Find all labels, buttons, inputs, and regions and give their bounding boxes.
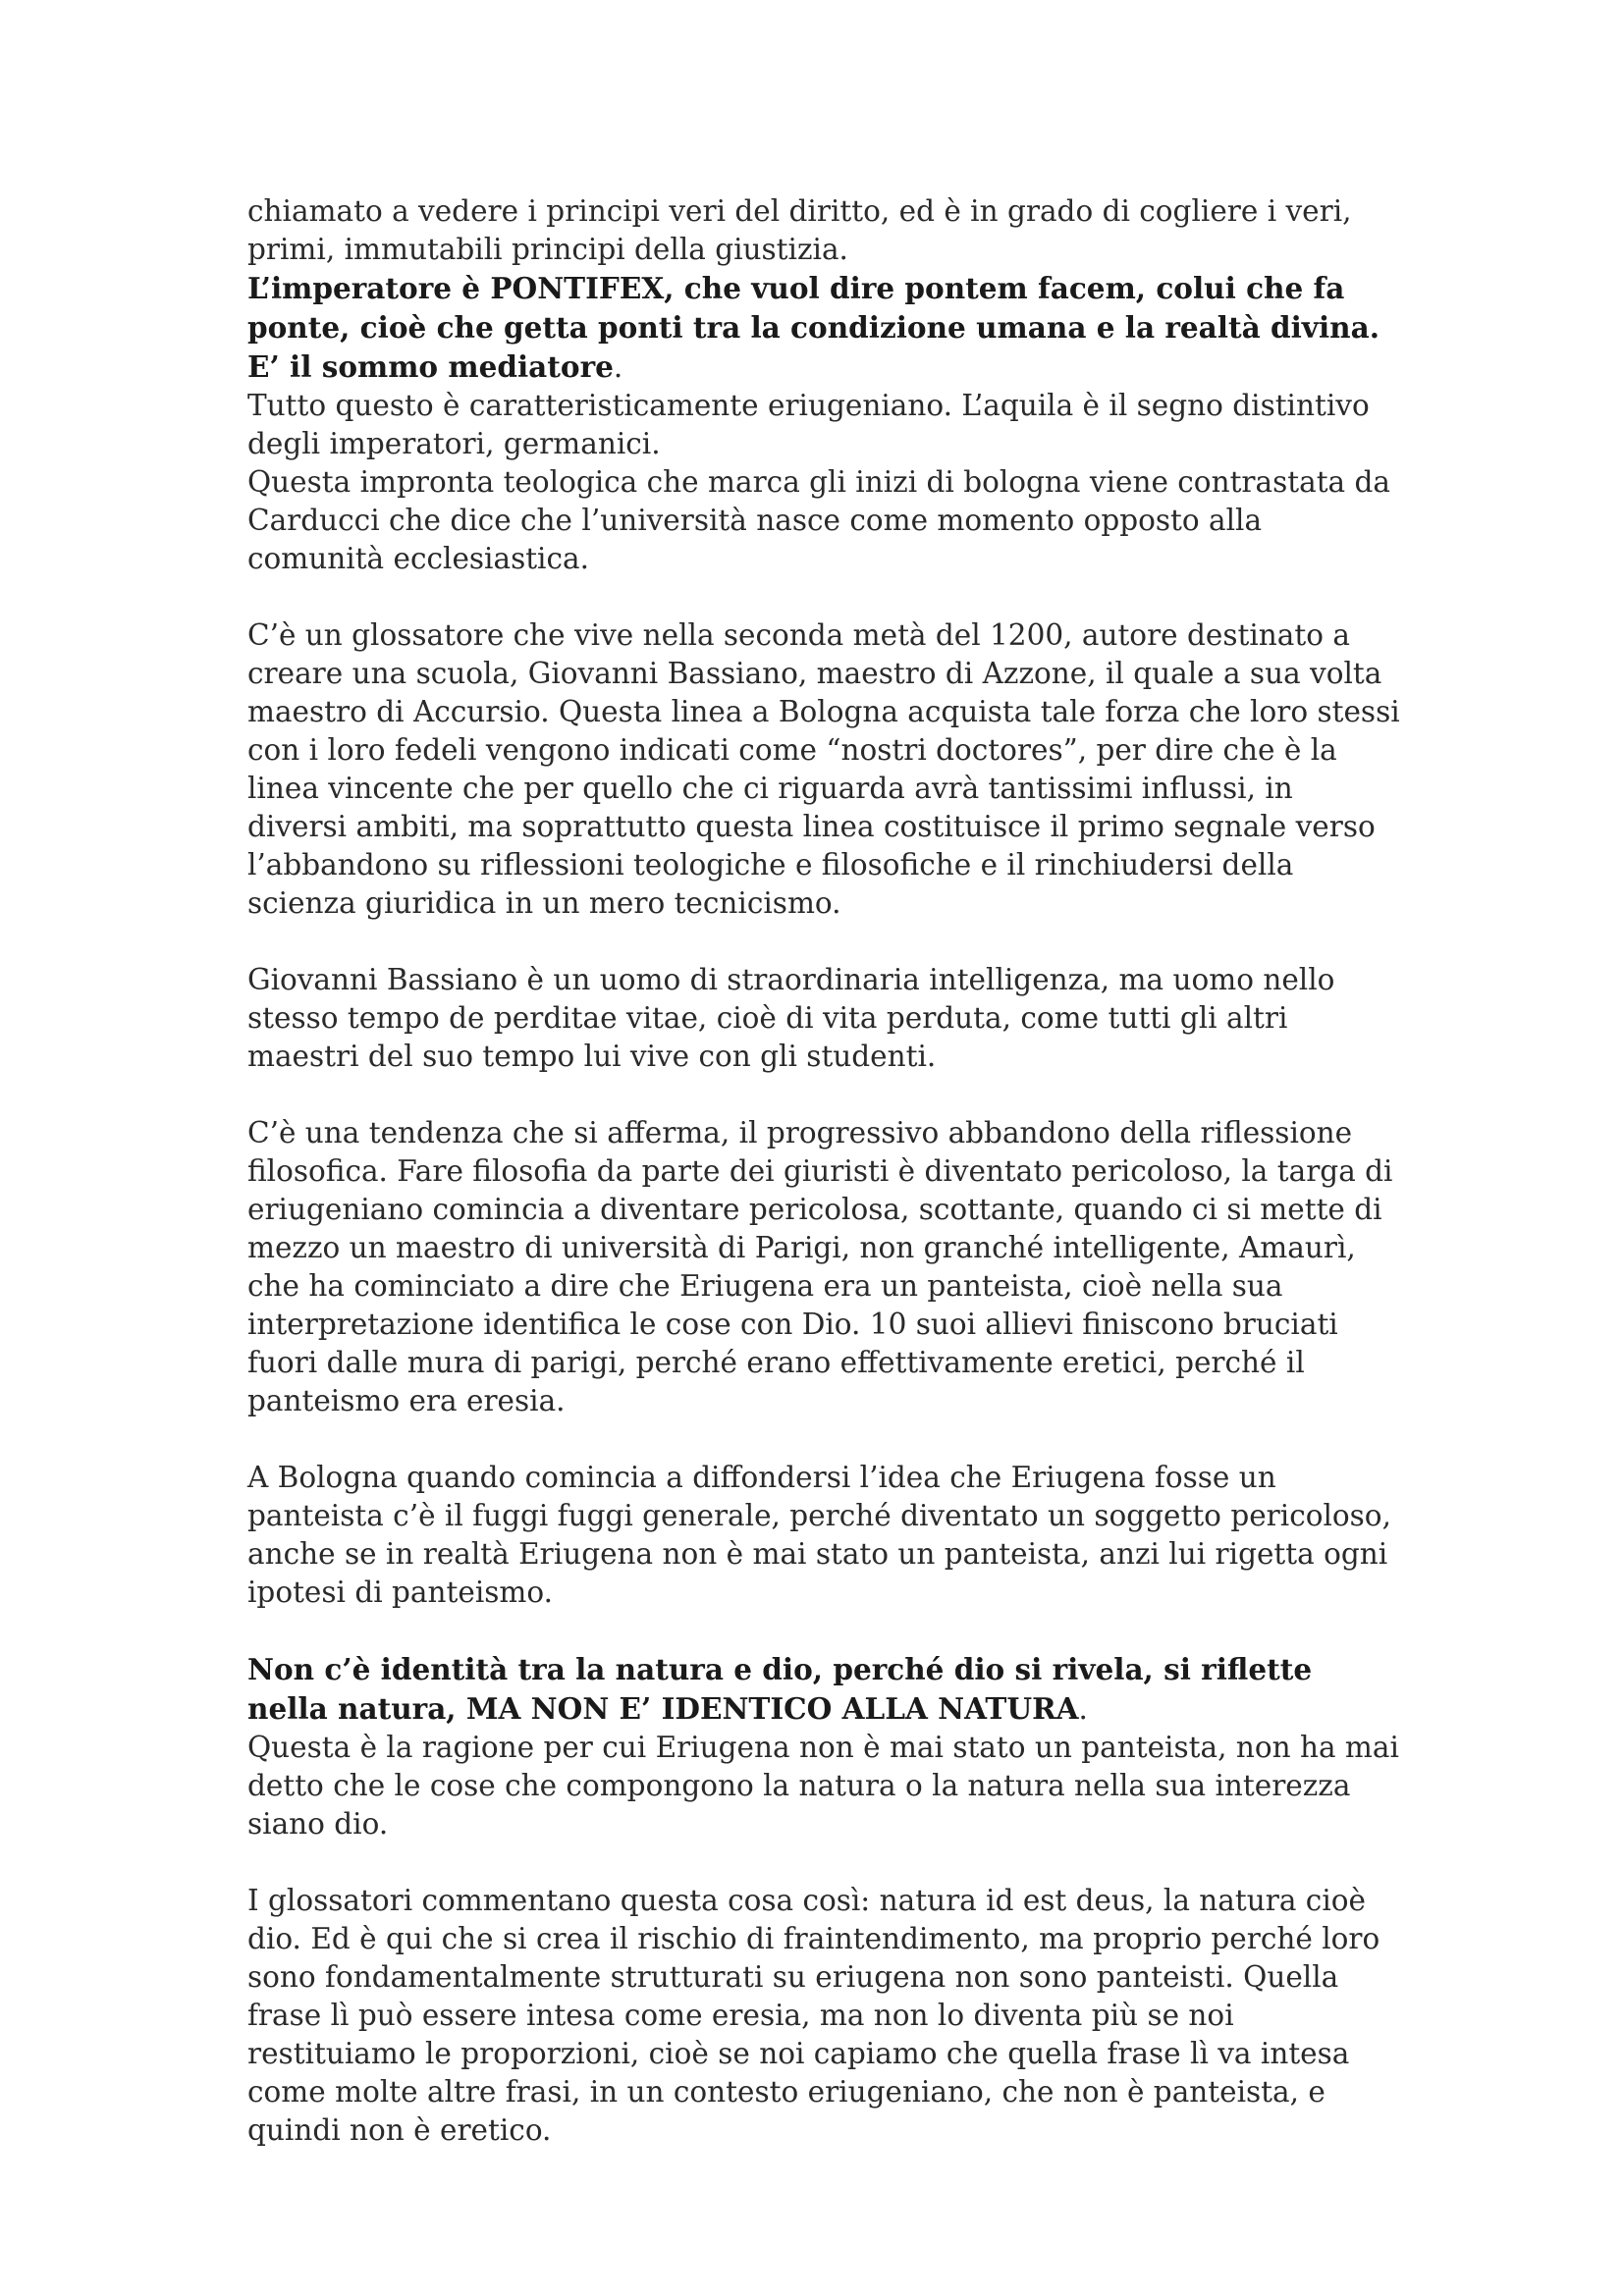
paragraph-bassiano: Giovanni Bassiano è un uomo di straordinaria intelligenza, ma uomo nello stesso tempo de perditae vitae, cioè di vita perduta, come tutti gli altri maestri del suo tempo lui vive con gli studenti. xyxy=(247,963,1335,1073)
paragraph-tendenza: C’è una tendenza che si afferma, il progressivo abbandono della riflessione filosofica. Fare filosofia da parte dei giuristi è diventato pericoloso, la targa di eriugeniano comincia a diventare pericolosa, scottante, quando ci si mette di mezzo un maestro di università di Parigi, non granché intelligente, Amaurì, che ha cominciato a dire che Eriugena era un panteista, cioè nella sua interpretazione identifica le cose con Dio. 10 suoi allievi finiscono bruciati fuori dalle mura di parigi, perché erano effettivamente eretici, perché il panteismo era eresia. xyxy=(247,1116,1393,1417)
paragraph-pontifex xyxy=(247,269,1401,387)
bold-pontifex-statement: L’imperatore è PONTIFEX, che vuol dire pontem facem, colui che fa ponte, cioè che getta ponti tra la condizione umana e la realtà divina. E’ il sommo mediatore xyxy=(247,271,1380,384)
document-page xyxy=(247,192,1401,2150)
paragraph-natura-tail: . xyxy=(1078,1692,1088,1726)
paragraph-carducci: Questa impronta teologica che marca gli inizi di bologna viene contrastata da Carducci che dice che l’università nasce come momento opposto alla comunità ecclesiastica. xyxy=(247,465,1390,575)
paragraph-spacer xyxy=(247,1076,1401,1114)
paragraph-eriugenian-eagle: Tutto questo è caratteristicamente eriugeniano. L’aquila è il segno distintivo degli imperatori, germanici. xyxy=(247,389,1370,460)
paragraph-spacer xyxy=(247,1843,1401,1882)
paragraph-glossatore: C’è un glossatore che vive nella seconda metà del 1200, autore destinato a creare una scuola, Giovanni Bassiano, maestro di Azzone, il quale a sua volta maestro di Accursio. Questa linea a Bologna acquista tale forza che loro stessi con i loro fedeli vengono indicati come “nostri doctores”, per dire che è la linea vincente che per quello che ci riguarda avrà tantissimi influssi, in diversi ambiti, ma soprattutto questa linea costituisce il primo segnale verso l’abbandono su riflessioni teologiche e filosofiche e il rinchiudersi della scienza giuridica in un mero tecnicismo. xyxy=(247,618,1400,920)
paragraph-pontifex-tail: . xyxy=(613,350,623,384)
paragraph-natura-dio xyxy=(247,1650,1401,1729)
paragraph-bologna-panteista: A Bologna quando comincia a diffondersi l’idea che Eriugena fosse un panteista c’è il fuggi fuggi generale, perché diventato un soggetto pericoloso, anche se in realtà Eriugena non è mai stato un panteista, anzi lui rigetta ogni ipotesi di panteismo. xyxy=(247,1461,1391,1609)
bold-natura-statement: Non c’è identità tra la natura e dio, perché dio si rivela, si riflette nella natura, MA NON E’ IDENTICO ALLA NATURA xyxy=(247,1652,1313,1726)
paragraph-spacer xyxy=(247,1420,1401,1459)
paragraph-spacer xyxy=(247,578,1401,616)
paragraph-glossatori-commentano: I glossatori commentano questa cosa così: natura id est deus, la natura cioè dio. Ed è qui che si crea il rischio di fraintendimento, ma proprio perché loro sono fondamentalmente strutturati su eriugena non sono panteisti. Quella frase lì può essere intesa come eresia, ma non lo diventa più se noi restituiamo le proporzioni, cioè se noi capiamo che quella frase lì va intesa come molte altre frasi, in un contesto eriugeniano, che non è panteista, e quindi non è eretico. xyxy=(247,1884,1380,2147)
paragraph-justice-principles: chiamato a vedere i principi veri del diritto, ed è in grado di cogliere i veri, primi, immutabili principi della giustizia. xyxy=(247,194,1352,266)
paragraph-spacer xyxy=(247,1612,1401,1650)
paragraph-ragione: Questa è la ragione per cui Eriugena non è mai stato un panteista, non ha mai detto che le cose che compongono la natura o la natura nella sua interezza siano dio. xyxy=(247,1731,1399,1841)
paragraph-spacer xyxy=(247,923,1401,961)
